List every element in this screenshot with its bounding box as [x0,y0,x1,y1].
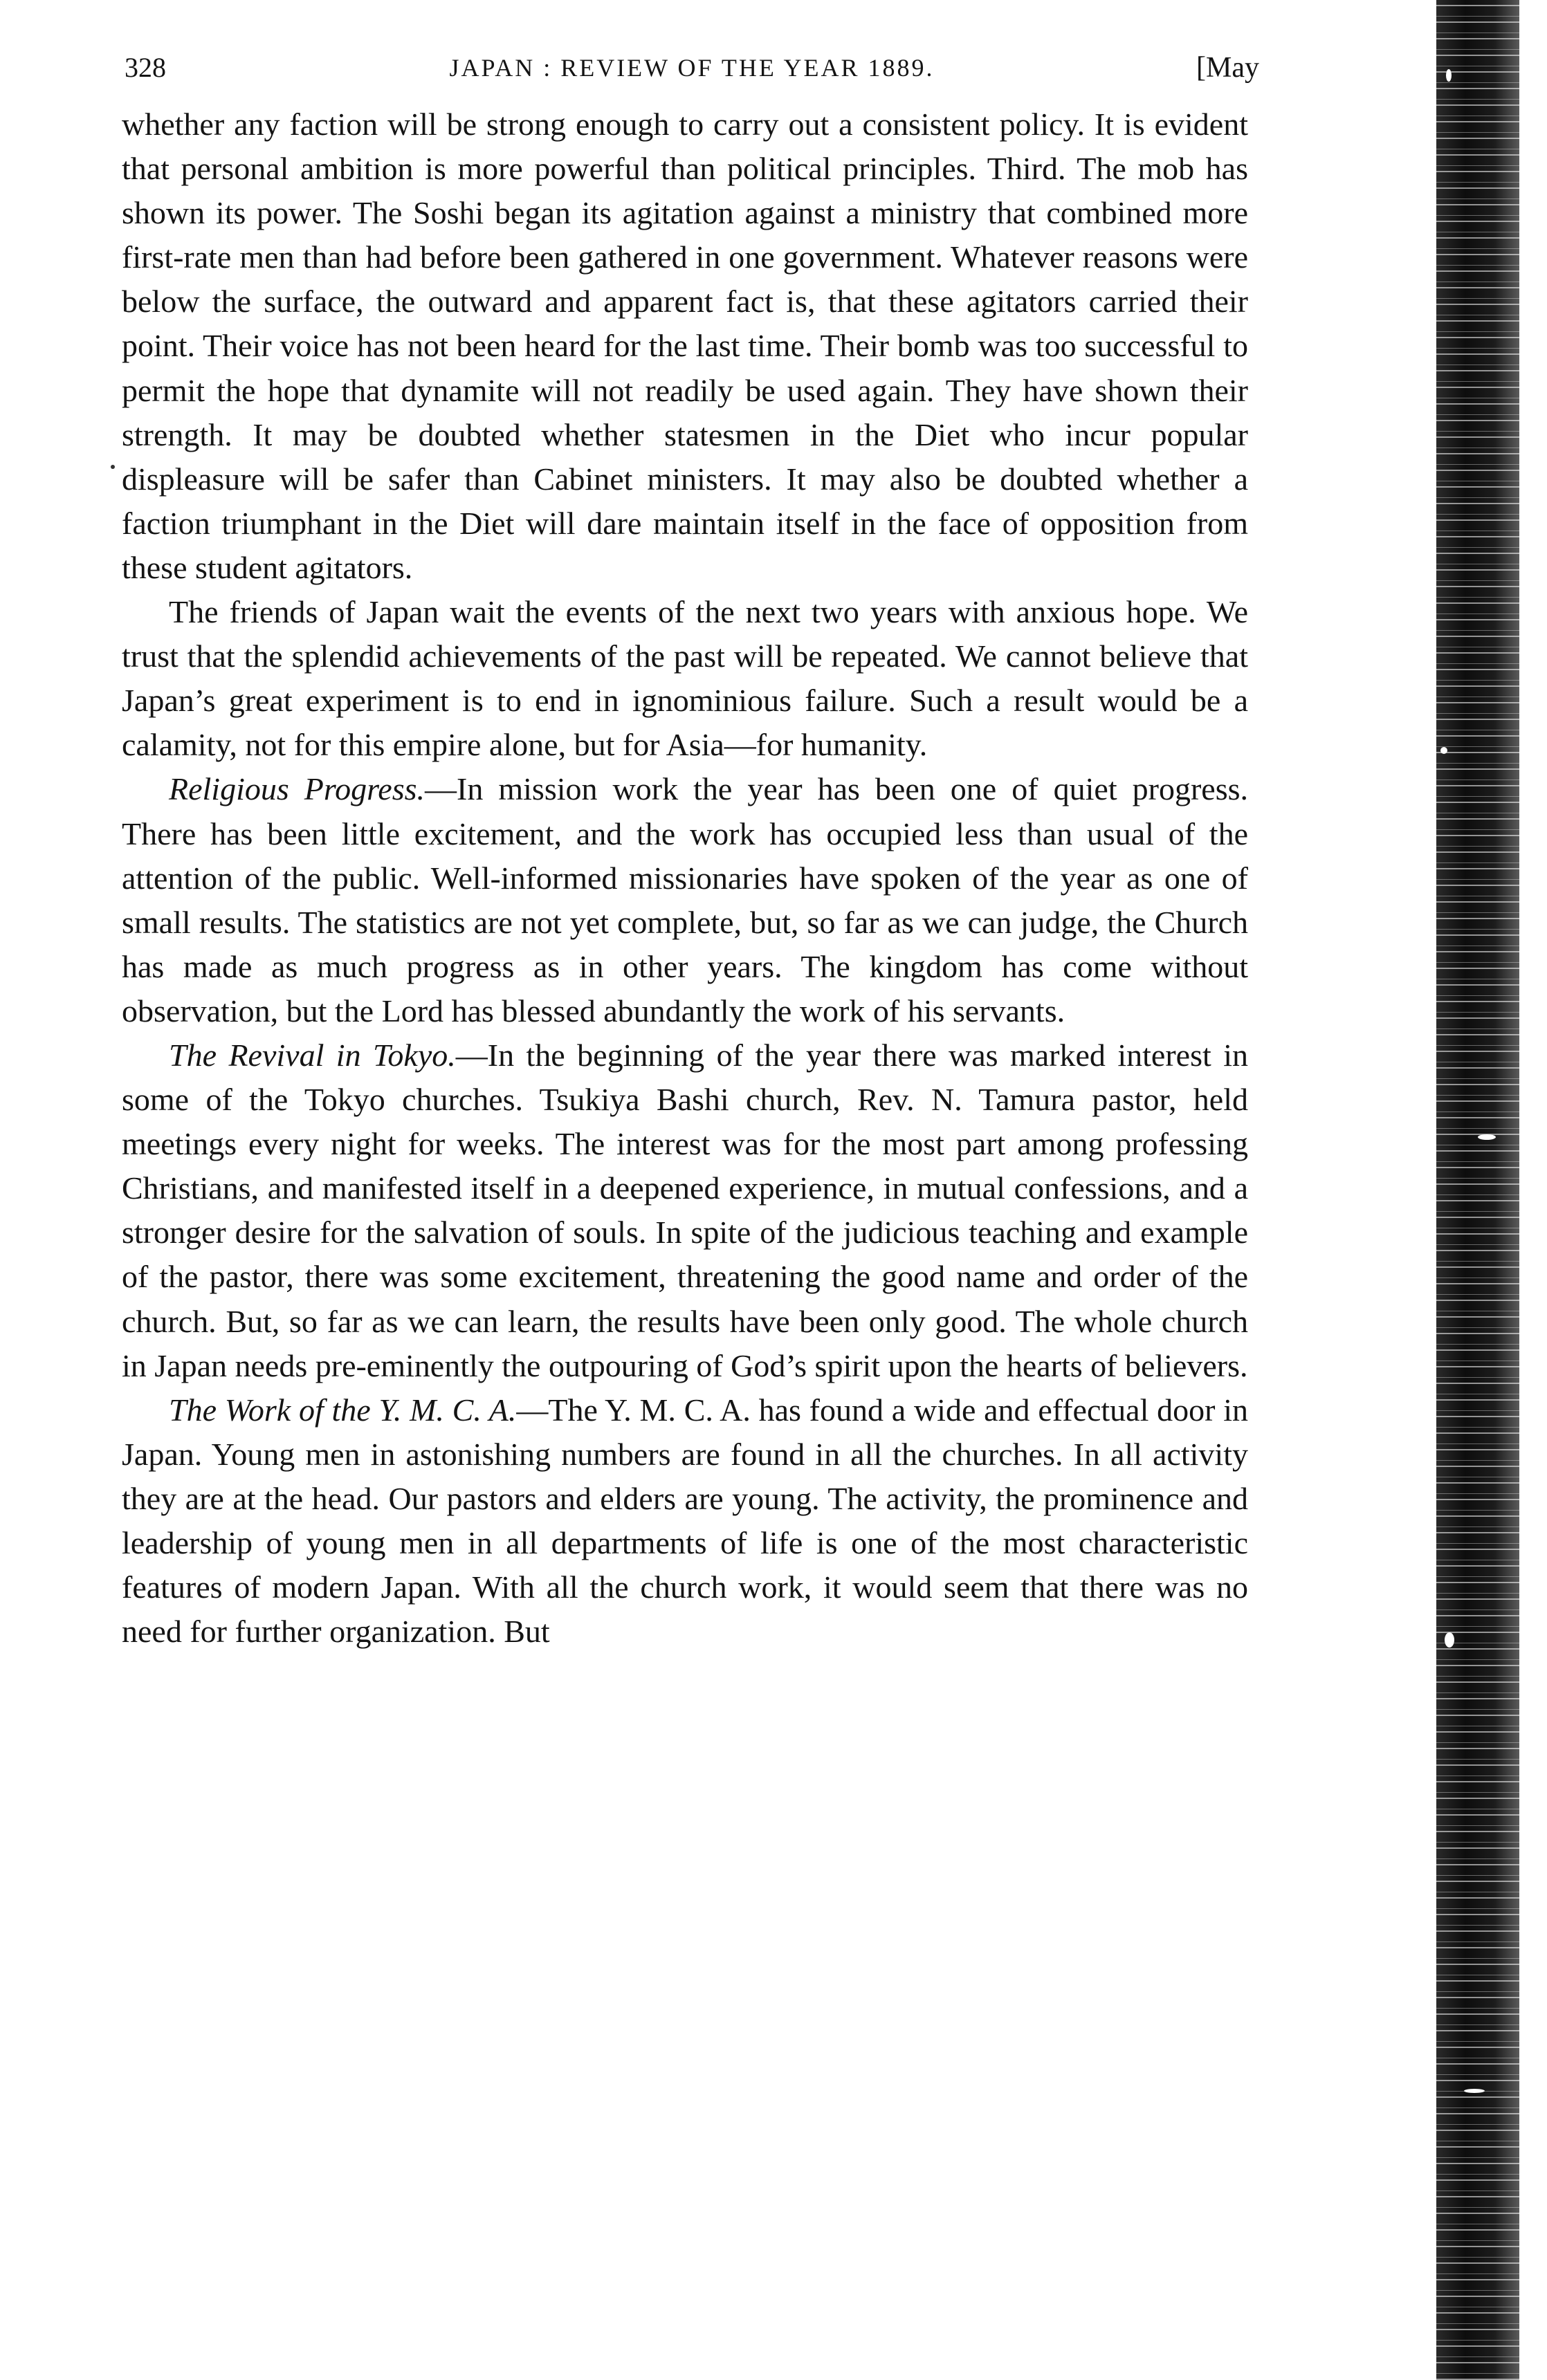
binding-speck [1445,1632,1454,1648]
paragraph-ymca [122,1388,1248,1654]
paragraph-revival-in-tokyo [122,1033,1248,1388]
running-head [125,47,1259,89]
binding-speck [1464,2089,1485,2093]
page-number: 328 [125,52,166,83]
binding-speck [1446,69,1452,82]
paragraph-text: whether any faction will be strong enough to carry out a consistent policy. It is evident that personal ambition is more powerful than political principles. Third. The mob has shown its power. The Soshi began its agitation against a ministry that combined more first-rate men than had before been gathered in one government. Whatever reasons were below the surface, the outward and apparent fact is, that these agitators carried their point. Their voice has not been heard for the last time. Their bomb was too successful to permit the hope that dynamite will not readily be used again. They have shown their strength. It may be doubted whether statesmen in the Diet who incur popular displeasure will be safer than Cabinet ministers. It may also be doubted whether a faction triumphant in the Diet will dare maintain itself in the face of opposition from these student agitators. [122,107,1248,585]
margin-speck [111,465,115,469]
section-subhead: Religious Progress. [169,771,425,807]
paragraph-text: —In the beginning of the year there was marked interest in some of the Tokyo churches. Tsukiya Bashi church, Rev. N. Tamura pastor, held meetings every night for weeks. The interest was for the most part among professing Christians, and manifested itself in a deepened experience, in mutual confessions, and a stronger desire for the salvation of souls. In spite of the judicious teaching and example of the pastor, there was some excitement, threatening the good name and order of the church. But, so far as we can learn, the results have been only good. The whole church in Japan needs pre-eminently the outpouring of God’s spirit upon the hearts of believers. [122,1037,1248,1383]
running-month: [May [1196,52,1259,84]
paragraph-text: The friends of Japan wait the events of the next two years with anxious hope. We trust that the splendid achievements of the past will be repeated. We cannot believe that Japan’s great experiment is to end in ignominious failure. Such a result would be a calamity, not for this empire alone, but for Asia—for humanity. [122,594,1248,763]
paragraph-politics [122,102,1248,590]
paragraph-religious-progress [122,767,1248,1033]
binding-speck [1440,747,1447,754]
body-text [122,102,1248,1654]
running-title: JAPAN : REVIEW OF THE YEAR 1889. [449,54,935,82]
paragraph-text: —The Y. M. C. A. has found a wide and effectual door in Japan. Young men in astonishing numbers are found in all the churches. In all activity they are at the head. Our pastors and elders are young. The activity, the prominence and leadership of young men in all departments of life is one of the most characteristic features of modern Japan. With all the church work, it would seem that there was no need for further organization. But [122,1392,1248,1650]
section-subhead: The Work of the Y. M. C. A. [169,1392,517,1428]
binding-speck [1478,1134,1496,1140]
section-subhead: The Revival in Tokyo. [169,1037,456,1073]
book-binding-edge [1436,0,1519,2380]
paragraph-friends-of-japan [122,590,1248,767]
paragraph-text: —In mission work the year has been one of quiet progress. There has been little excitement, and the work has occupied less than usual of the attention of the public. Well-informed missionaries have spoken of the year as one of small results. The statistics are not yet complete, but, so far as we can judge, the Church has made as much progress as in other years. The kingdom has come without observation, but the Lord has blessed abundantly the work of his servants. [122,771,1248,1028]
